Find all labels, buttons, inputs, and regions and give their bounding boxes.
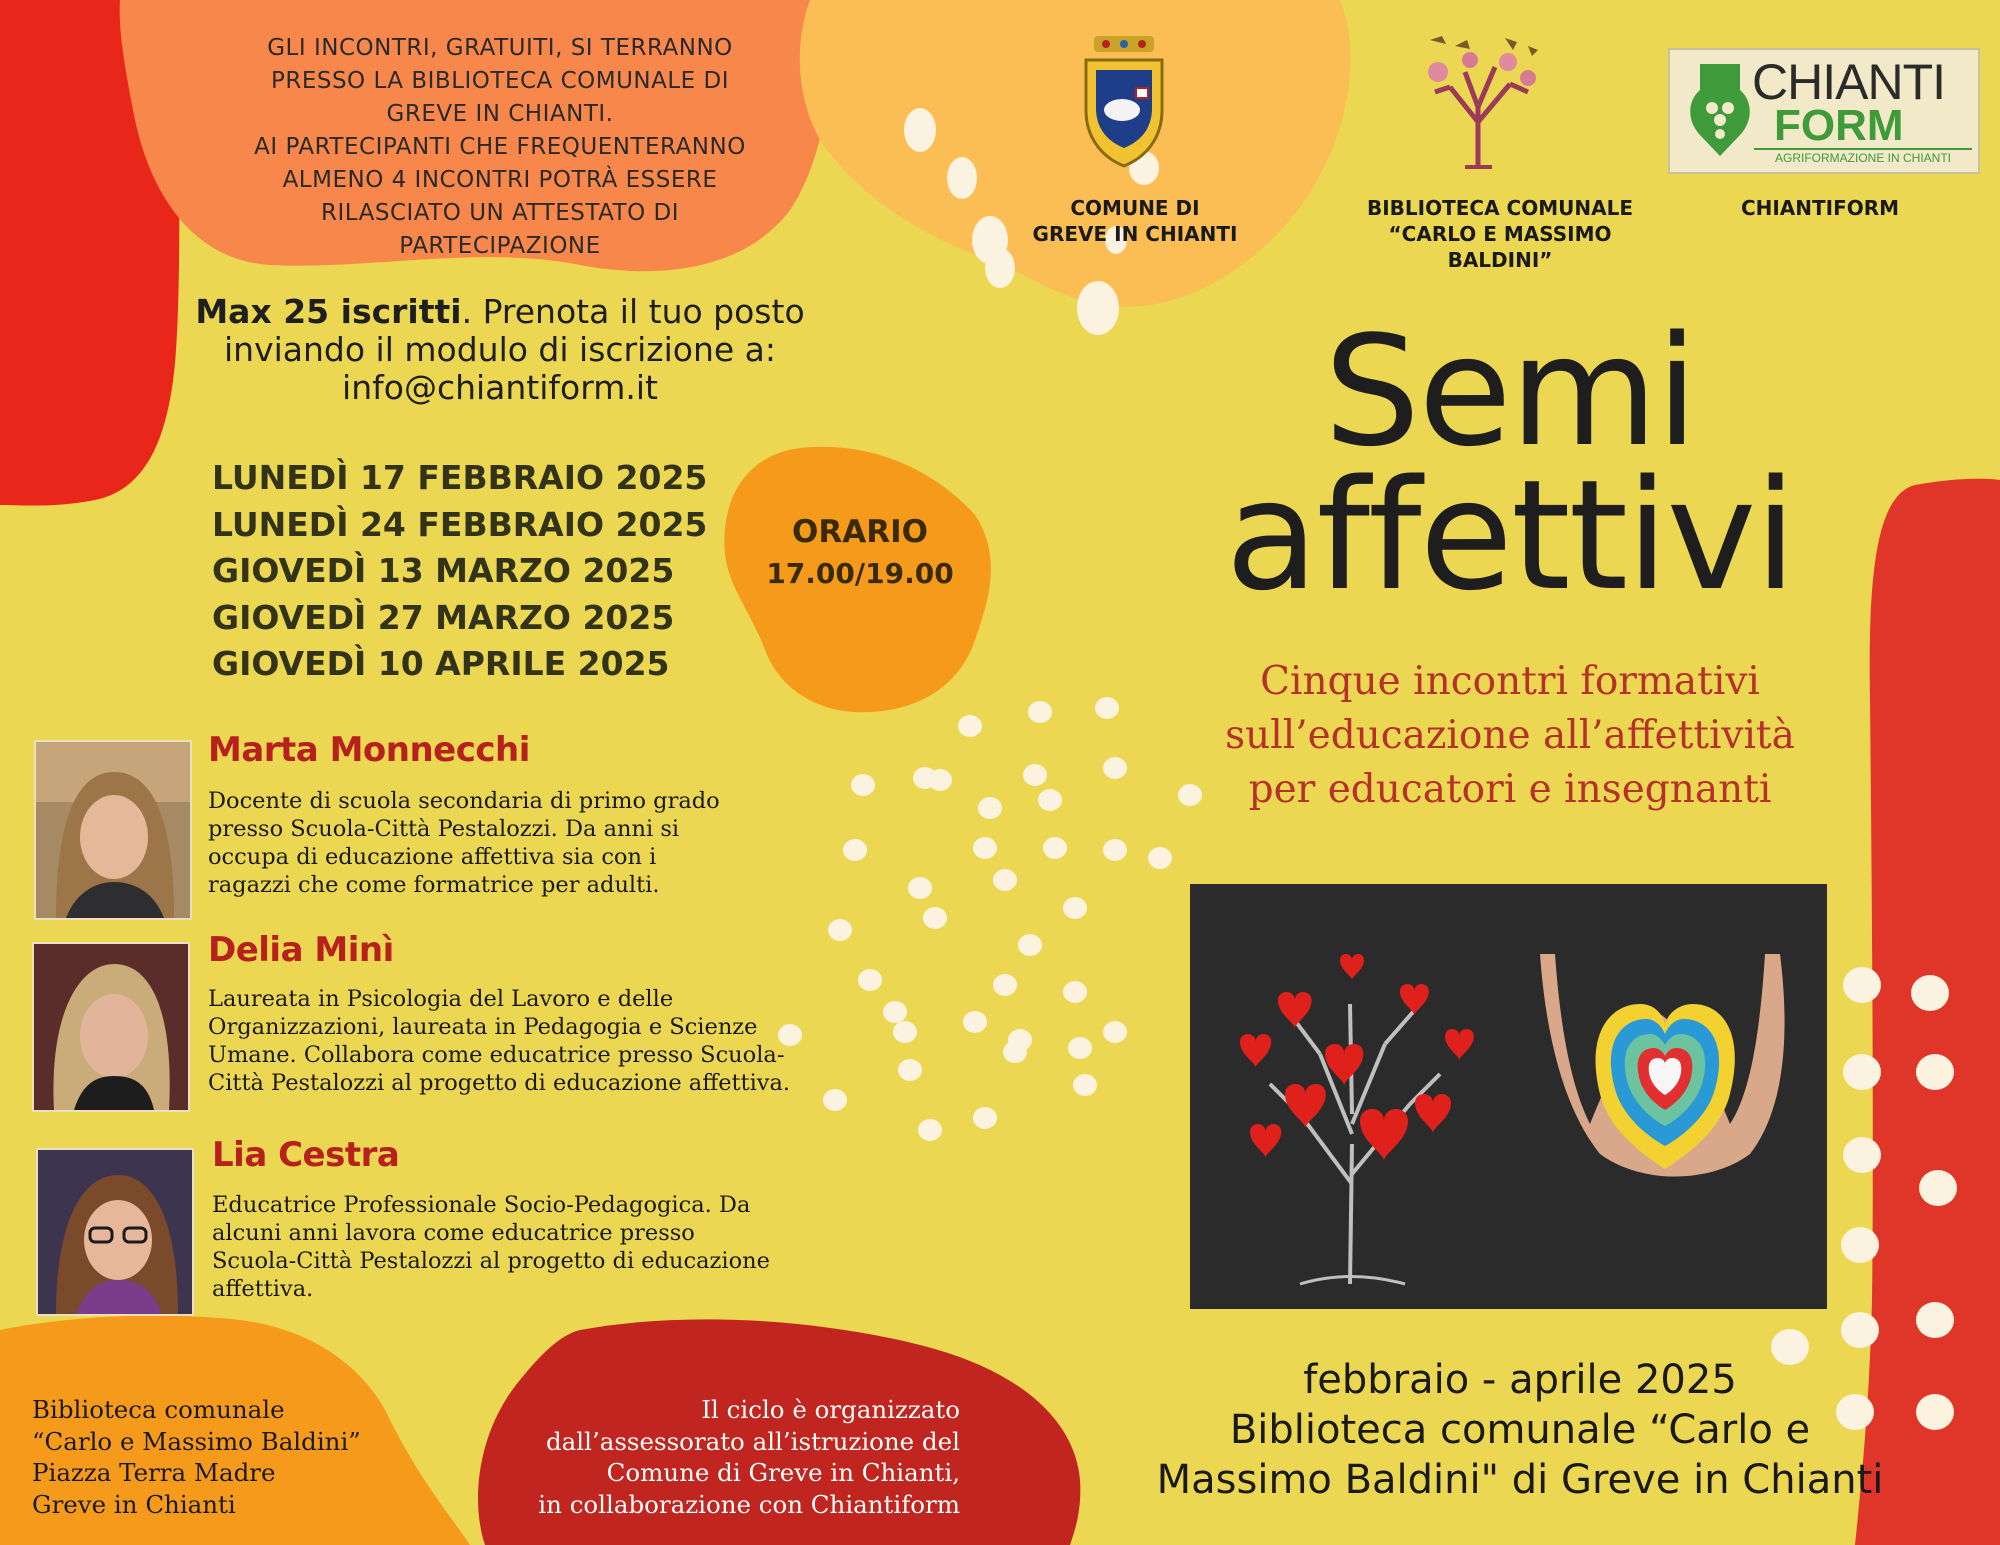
chiantiform-logo-label: CHIANTIFORM bbox=[1740, 196, 1900, 220]
comune-label-line1: COMUNE DI bbox=[1070, 196, 1200, 220]
decorative-dot bbox=[823, 1089, 847, 1111]
chiantiform-logo bbox=[1668, 48, 1980, 174]
info-line: GREVE IN CHIANTI. bbox=[386, 101, 614, 127]
chiantiform-tagline: AGRIFORMAZIONE IN CHIANTI bbox=[1754, 148, 1972, 166]
decorative-dot bbox=[973, 837, 997, 859]
decorative-dot bbox=[985, 248, 1015, 288]
decorative-dot bbox=[1023, 764, 1047, 786]
comune-label-line2: GREVE IN CHIANTI bbox=[1032, 222, 1238, 246]
tree-books-icon bbox=[1410, 32, 1550, 172]
decorative-dot bbox=[1911, 975, 1949, 1011]
bio-line: Laureata in Psicologia del Lavoro e delle bbox=[208, 986, 674, 1012]
decorative-dot bbox=[1043, 837, 1067, 859]
date-item: GIOVEDÌ 10 APRILE 2025 bbox=[212, 644, 670, 683]
decorative-dot bbox=[908, 877, 932, 899]
speaker-photo-lia bbox=[36, 1148, 194, 1316]
decorative-dot bbox=[1038, 789, 1062, 811]
decorative-dot bbox=[1018, 934, 1042, 956]
event-subtitle bbox=[1080, 655, 1940, 817]
speaker-name: Delia Minì bbox=[208, 930, 394, 970]
signup-email-link[interactable]: info@chiantiform.it bbox=[342, 368, 658, 407]
decorative-dot bbox=[1063, 897, 1087, 919]
signup-text-line2: inviando il modulo di iscrizione a: bbox=[224, 330, 776, 369]
date-item: LUNEDÌ 24 FEBBRAIO 2025 bbox=[212, 504, 708, 544]
event-title bbox=[1100, 303, 1920, 624]
bio-line: affettiva. bbox=[212, 1276, 314, 1302]
info-line: GLI INCONTRI, GRATUITI, SI TERRANNO bbox=[267, 35, 733, 61]
date-item: GIOVEDÌ 27 MARZO 2025 bbox=[212, 597, 675, 637]
organizer-line: in collaborazione con Chiantiform bbox=[538, 1489, 960, 1519]
info-line: RILASCIATO UN ATTESTATO DI bbox=[321, 200, 679, 226]
chianti-wordmark: CHIANTI bbox=[1752, 54, 1945, 110]
decorative-dot bbox=[904, 108, 936, 152]
organizer-line: dall’assessorato all’istruzione del bbox=[546, 1426, 960, 1456]
title-line2: affettivi bbox=[1225, 447, 1795, 624]
venue-line2: Massimo Baldini" di Greve in Chianti bbox=[1156, 1457, 1884, 1503]
schedule-label: ORARIO bbox=[792, 514, 928, 550]
venue-line1: Biblioteca comunale “Carlo e bbox=[1229, 1407, 1811, 1453]
info-line: PARTECIPAZIONE bbox=[399, 233, 601, 259]
decorative-dot bbox=[913, 767, 937, 789]
bio-line: Scuola-Città Pestalozzi al progetto di educazione bbox=[212, 1248, 770, 1274]
decorative-dot bbox=[1841, 1227, 1879, 1263]
decorative-dot bbox=[1063, 981, 1087, 1003]
info-line: PRESSO LA BIBLIOTECA COMUNALE DI bbox=[270, 68, 730, 94]
decorative-dot bbox=[1028, 701, 1052, 723]
bio-line: presso Scuola-Città Pestalozzi. Da anni si bbox=[208, 816, 680, 842]
organizer-line: Il ciclo è organizzato bbox=[701, 1395, 960, 1424]
pen-nib-grapes-icon bbox=[1680, 60, 1760, 160]
signup-text: . Prenota il tuo posto bbox=[461, 292, 805, 331]
comune-logo-label bbox=[1015, 195, 1255, 247]
decorative-dot bbox=[963, 1011, 987, 1033]
address-line: “Carlo e Massimo Baldini” bbox=[32, 1426, 361, 1456]
date-item: GIOVEDÌ 13 MARZO 2025 bbox=[212, 551, 675, 590]
decorative-dot bbox=[1103, 1021, 1127, 1043]
info-line: AI PARTECIPANTI CHE FREQUENTERANNO bbox=[254, 134, 746, 160]
decorative-dot bbox=[973, 1107, 997, 1129]
speaker-photo-delia bbox=[32, 942, 190, 1112]
decorative-dot bbox=[958, 715, 982, 737]
decorative-dot bbox=[1919, 1170, 1957, 1206]
address-line: Biblioteca comunale bbox=[32, 1395, 285, 1424]
bio-line: occupa di educazione affettiva sia con i bbox=[208, 844, 657, 870]
bio-line: Docente di scuola secondaria di primo grado bbox=[208, 788, 720, 814]
decorative-dot bbox=[918, 1119, 942, 1141]
decorative-dot bbox=[1068, 1037, 1092, 1059]
bio-line: Città Pestalozzi al progetto di educazione affettiva. bbox=[208, 1070, 791, 1096]
bio-line: Educatrice Professionale Socio-Pedagogica. Da bbox=[212, 1192, 751, 1218]
speaker-bio bbox=[208, 787, 720, 899]
decorative-dot bbox=[993, 869, 1017, 891]
speaker-name: Lia Cestra bbox=[212, 1135, 400, 1175]
decorative-dot bbox=[978, 797, 1002, 819]
info-line: ALMENO 4 INCONTRI POTRÀ ESSERE bbox=[282, 167, 718, 193]
decorative-dot bbox=[1073, 1074, 1097, 1096]
event-period: febbraio - aprile 2025 bbox=[1303, 1357, 1737, 1403]
decorative-dot bbox=[947, 157, 977, 199]
speaker-bio bbox=[212, 1191, 770, 1303]
address-line: Greve in Chianti bbox=[32, 1489, 236, 1519]
decorative-dot bbox=[1843, 1054, 1881, 1090]
biblioteca-label-line1: BIBLIOTECA COMUNALE bbox=[1367, 196, 1633, 220]
decorative-dot bbox=[1843, 1137, 1881, 1173]
decorative-dot bbox=[898, 1059, 922, 1081]
decorative-dot bbox=[893, 1021, 917, 1043]
bio-line: ragazzi che come formatrice per adulti. bbox=[208, 872, 660, 898]
decorative-dot bbox=[1916, 1302, 1954, 1338]
speaker-photo-marta bbox=[34, 740, 192, 920]
decorative-dot bbox=[993, 974, 1017, 996]
form-wordmark: FORM bbox=[1774, 101, 1904, 150]
subtitle-line: sull’educazione all’affettività bbox=[1225, 713, 1795, 758]
bio-line: alcuni anni lavora come educatrice presso bbox=[212, 1220, 695, 1246]
decorative-dot bbox=[923, 907, 947, 929]
organizer-line: Comune di Greve in Chianti, bbox=[606, 1458, 960, 1487]
schedule-time: 17.00/19.00 bbox=[766, 557, 954, 590]
speaker-bio bbox=[208, 985, 790, 1097]
decorative-dot bbox=[858, 969, 882, 991]
biblioteca-logo-label bbox=[1340, 195, 1660, 273]
event-period-and-venue bbox=[1060, 1355, 1980, 1505]
organizer-note bbox=[480, 1394, 960, 1520]
decorative-dot bbox=[828, 919, 852, 941]
date-item: LUNEDÌ 17 FEBBRAIO 2025 bbox=[212, 458, 708, 497]
decorative-dot bbox=[1916, 1054, 1954, 1090]
decorative-dot bbox=[1841, 1312, 1879, 1348]
decorative-dot bbox=[1103, 839, 1127, 861]
bio-line: Umane. Collabora come educatrice presso Scuola- bbox=[208, 1042, 785, 1068]
library-address bbox=[32, 1394, 361, 1520]
decorative-dot bbox=[1843, 967, 1881, 1003]
schedule-badge bbox=[740, 510, 980, 594]
hearts-tree-hands-photo bbox=[1190, 884, 1827, 1309]
coat-of-arms-icon bbox=[1074, 30, 1174, 170]
free-meetings-info bbox=[200, 32, 800, 263]
decorative-dot bbox=[1148, 847, 1172, 869]
speaker-name: Marta Monnecchi bbox=[208, 730, 530, 770]
subtitle-line: per educatori e insegnanti bbox=[1248, 767, 1772, 812]
subtitle-line: Cinque incontri formativi bbox=[1260, 659, 1760, 704]
decorative-dot bbox=[851, 774, 875, 796]
meeting-dates bbox=[212, 455, 707, 688]
signup-info bbox=[180, 293, 820, 407]
decorative-dot bbox=[1003, 1041, 1027, 1063]
max-participants: Max 25 iscritti bbox=[195, 292, 462, 331]
title-line1: Semi bbox=[1323, 303, 1697, 480]
decorative-dot bbox=[843, 839, 867, 861]
decorative-dot bbox=[883, 1001, 907, 1023]
address-line: Piazza Terra Madre bbox=[32, 1458, 276, 1487]
biblioteca-label-line2: “CARLO E MASSIMO BALDINI” bbox=[1388, 222, 1612, 272]
bio-line: Organizzazioni, laureata in Pedagogia e Scienze bbox=[208, 1014, 758, 1040]
